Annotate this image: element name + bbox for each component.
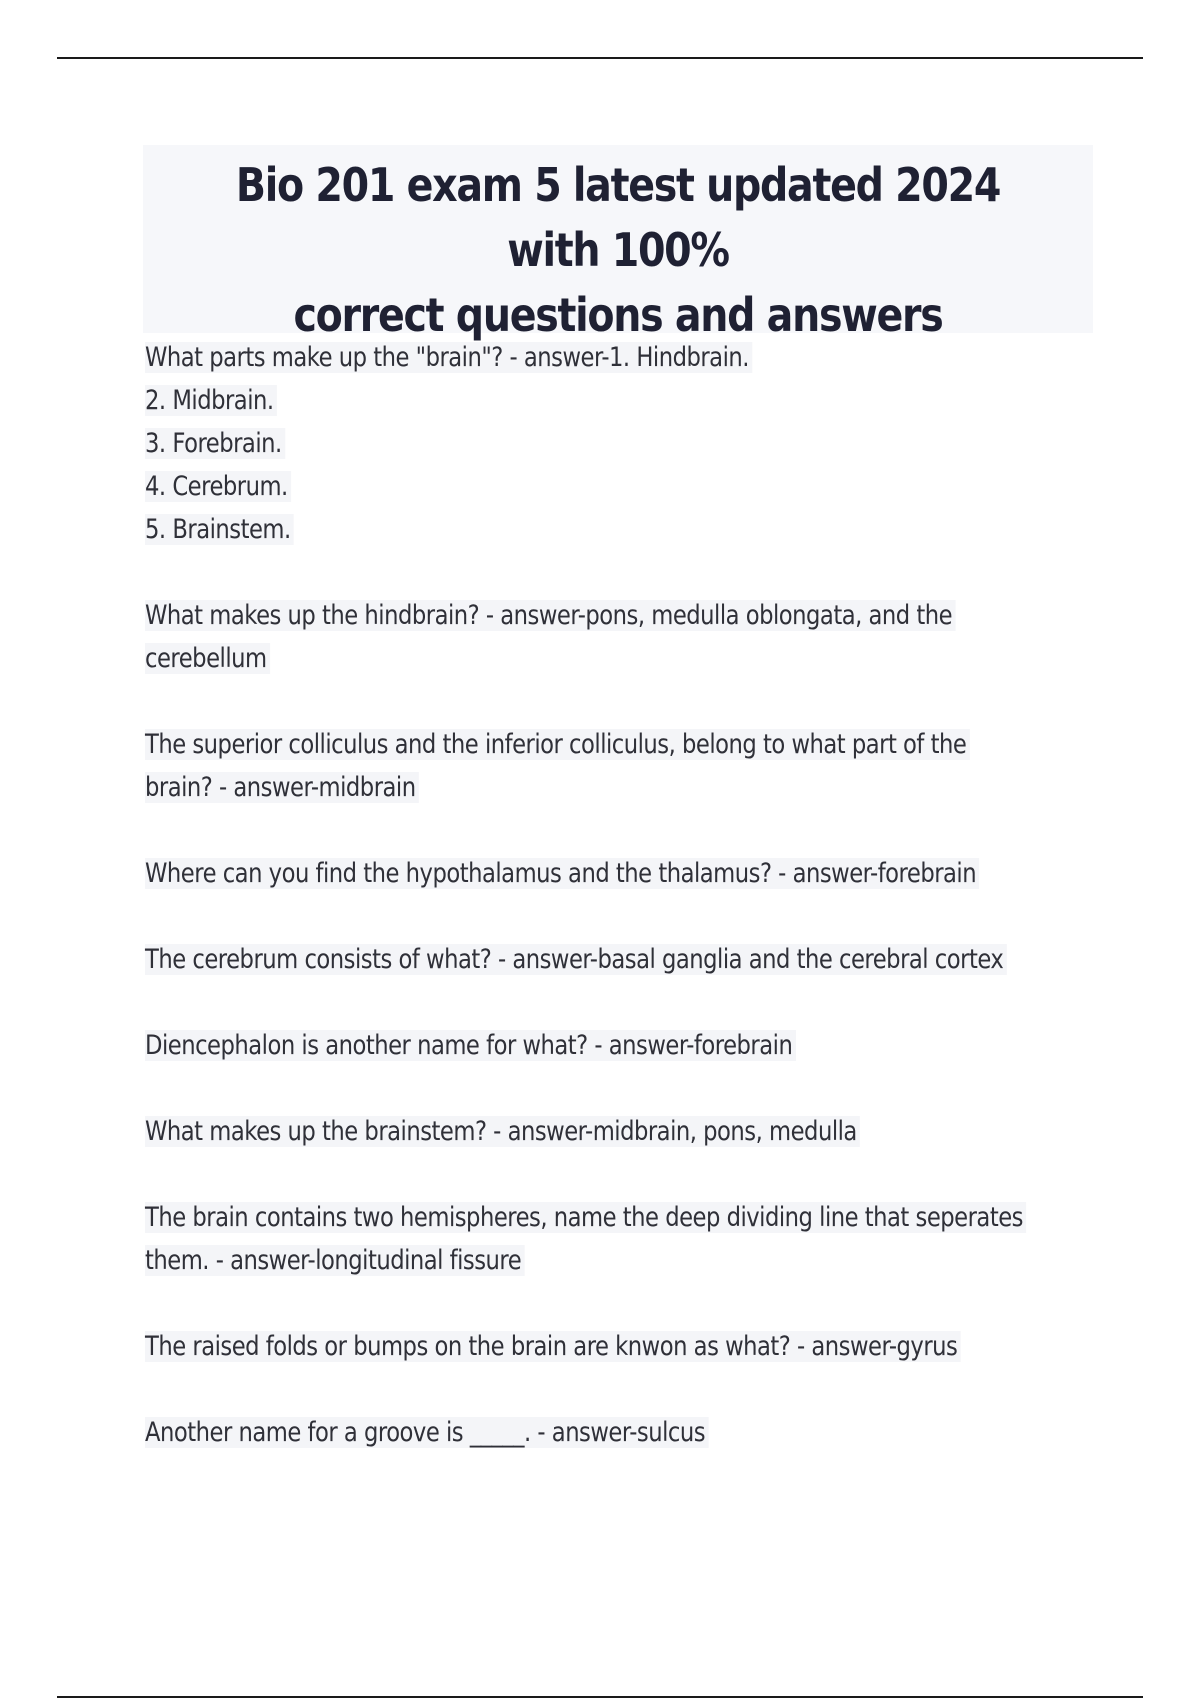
qa-line: them. - answer-longitudinal fissure (145, 1245, 525, 1276)
qa-line: 5. Brainstem. (145, 514, 294, 545)
qa-line: What parts make up the "brain"? - answer-1. Hindbrain. (145, 342, 752, 373)
title-line-2: correct questions and answers (293, 288, 943, 342)
qa-line: cerebellum (145, 643, 270, 674)
qa-line: The superior colliculus and the inferior colliculus, belong to what part of the (145, 729, 970, 760)
qa-item-8 (145, 1196, 1094, 1282)
bottom-rule (57, 1696, 1143, 1698)
title-block (143, 145, 1093, 342)
qa-line: The raised folds or bumps on the brain are knwon as what? - answer-gyrus (145, 1331, 961, 1362)
qa-item-3 (145, 723, 1094, 809)
qa-line: Diencephalon is another name for what? - answer-forebrain (145, 1030, 796, 1061)
qa-item-7 (145, 1110, 1094, 1153)
qa-line: What makes up the hindbrain? - answer-pons, medulla oblongata, and the (145, 600, 955, 631)
title-line-1: Bio 201 exam 5 latest updated 2024 with 100% (235, 158, 1001, 277)
qa-line: 3. Forebrain. (145, 428, 285, 459)
qa-item-9 (145, 1325, 1094, 1368)
qa-item-10 (145, 1411, 1094, 1454)
qa-item-1 (145, 336, 1094, 551)
qa-item-5 (145, 938, 1094, 981)
document-title (210, 153, 1027, 348)
qa-line: 4. Cerebrum. (145, 471, 291, 502)
qa-item-6 (145, 1024, 1094, 1067)
qa-item-4 (145, 852, 1094, 895)
qa-line: brain? - answer-midbrain (145, 772, 419, 803)
qa-item-2 (145, 594, 1094, 680)
qa-line: The cerebrum consists of what? - answer-basal ganglia and the cerebral cortex (145, 944, 1007, 975)
qa-line: Where can you find the hypothalamus and the thalamus? - answer-forebrain (145, 858, 979, 889)
qa-list (145, 336, 1095, 1497)
qa-line: Another name for a groove is _____. - answer-sulcus (145, 1417, 708, 1448)
qa-line: The brain contains two hemispheres, name the deep dividing line that seperates (145, 1202, 1026, 1233)
top-rule (57, 57, 1143, 59)
qa-line: 2. Midbrain. (145, 385, 277, 416)
qa-line: What makes up the brainstem? - answer-midbrain, pons, medulla (145, 1116, 860, 1147)
